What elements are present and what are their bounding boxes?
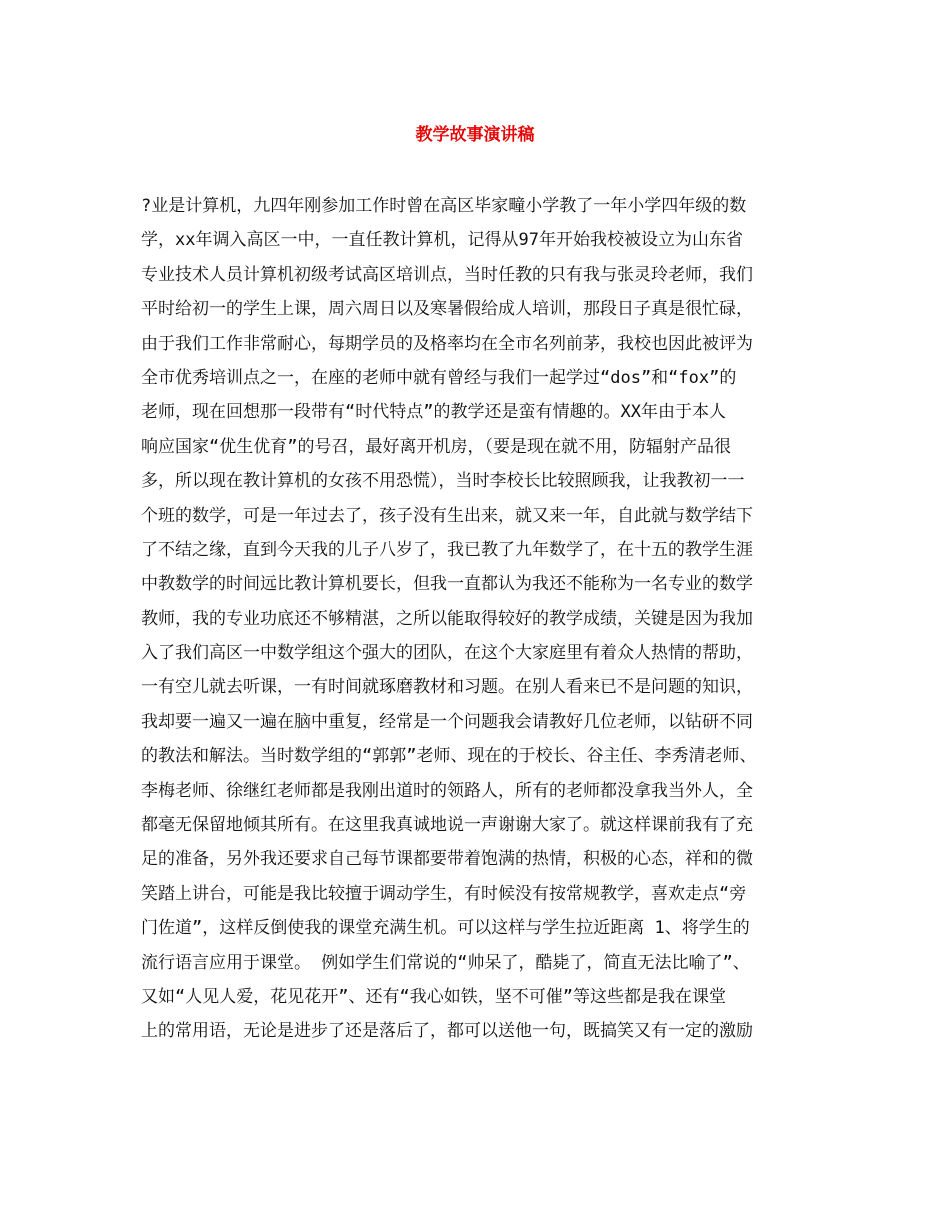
body-line: 都毫无保留地倾其所有。在这里我真诚地说一声谢谢大家了。就这样课前我有了充: [141, 815, 753, 836]
body-line: 的教法和解法。当时数学组的“郭郭”老师、现在的于校长、谷主任、李秀清老师、: [141, 746, 757, 767]
body-line: 中教数学的时间远比教计算机要长，但我一直都认为我还不能称为一名专业的数学: [141, 574, 753, 595]
body-line: ?业是计算机，九四年刚参加工作时曾在高区毕家疃小学教了一年小学四年级的数: [141, 196, 747, 216]
body-line: 门佐道”，这样反倒使我的课堂充满生机。可以这样与学生拉近距离 1、将学生的: [141, 918, 750, 939]
body-line: 流行语言应用于课堂。 例如学生们常说的“帅呆了，酷毙了，简直无法比喻了”、: [141, 952, 750, 973]
body-line: 平时给初一的学生上课，周六周日以及寒暑假给成人培训，那段日子真是很忙碌，: [141, 299, 753, 320]
body-line: 老师，现在回想那一段带有“时代特点”的教学还是蛮有情趣的。XX年由于本人: [141, 402, 726, 423]
body-line: 上的常用语，无论是进步了还是落后了，都可以送他一句，既搞笑又有一定的激励: [141, 1021, 753, 1042]
body-line: 学，xx年调入高区一中，一直任教计算机，记得从97年开始我校被设立为山东省: [141, 230, 743, 251]
body-line: 李梅老师、徐继红老师都是我刚出道时的领路人，所有的老师都没拿我当外人，全: [141, 780, 753, 801]
body-line: 我却要一遍又一遍在脑中重复，经常是一个问题我会请教好几位老师，以钻研不同: [141, 711, 753, 732]
body-line: 笑踏上讲台，可能是我比较擅于调动学生，有时候没有按常规教学，喜欢走点“旁: [141, 883, 747, 904]
document-title: 教学故事演讲稿: [415, 125, 535, 145]
body-line: 足的准备，另外我还要求自己每节课都要带着饱满的热情，积极的心态，祥和的微: [141, 849, 753, 870]
body-line: 响应国家“优生优育”的号召，最好离开机房，（要是现在就不用，防辐射产品很: [141, 436, 731, 457]
body-line: 专业技术人员计算机初级考试高区培训点，当时任教的只有我与张灵玲老师，我们: [141, 264, 753, 285]
body-line: 入了我们高区一中数学组这个强大的团队，在这个大家庭里有着众人热情的帮助，: [141, 643, 753, 664]
body-line: 多，所以现在教计算机的女孩不用恐慌），当时李校长比较照顾我，让我教初一一: [141, 471, 745, 492]
body-line: 个班的数学，可是一年过去了，孩子没有生出来，就又来一年，自此就与数学结下: [141, 505, 753, 526]
body-line: 又如“人见人爱，花见花开”、还有“我心如铁，坚不可催”等这些都是我在课堂: [141, 986, 726, 1007]
body-line: 由于我们工作非常耐心，每期学员的及格率均在全市名列前茅，我校也因此被评为: [141, 333, 753, 354]
body-line: 一有空儿就去听课，一有时间就琢磨教材和习题。在别人看来已不是问题的知识，: [141, 677, 753, 698]
body-line: 全市优秀培训点之一，在座的老师中就有曾经与我们一起学过“dos”和“fox”的: [141, 367, 737, 388]
body-line: 了不结之缘，直到今天我的儿子八岁了，我已教了九年数学了，在十五的教学生涯: [141, 539, 753, 560]
body-line: 教师，我的专业功底还不够精湛，之所以能取得较好的教学成绩，关键是因为我加: [141, 608, 753, 629]
document-body: [141, 189, 821, 1049]
